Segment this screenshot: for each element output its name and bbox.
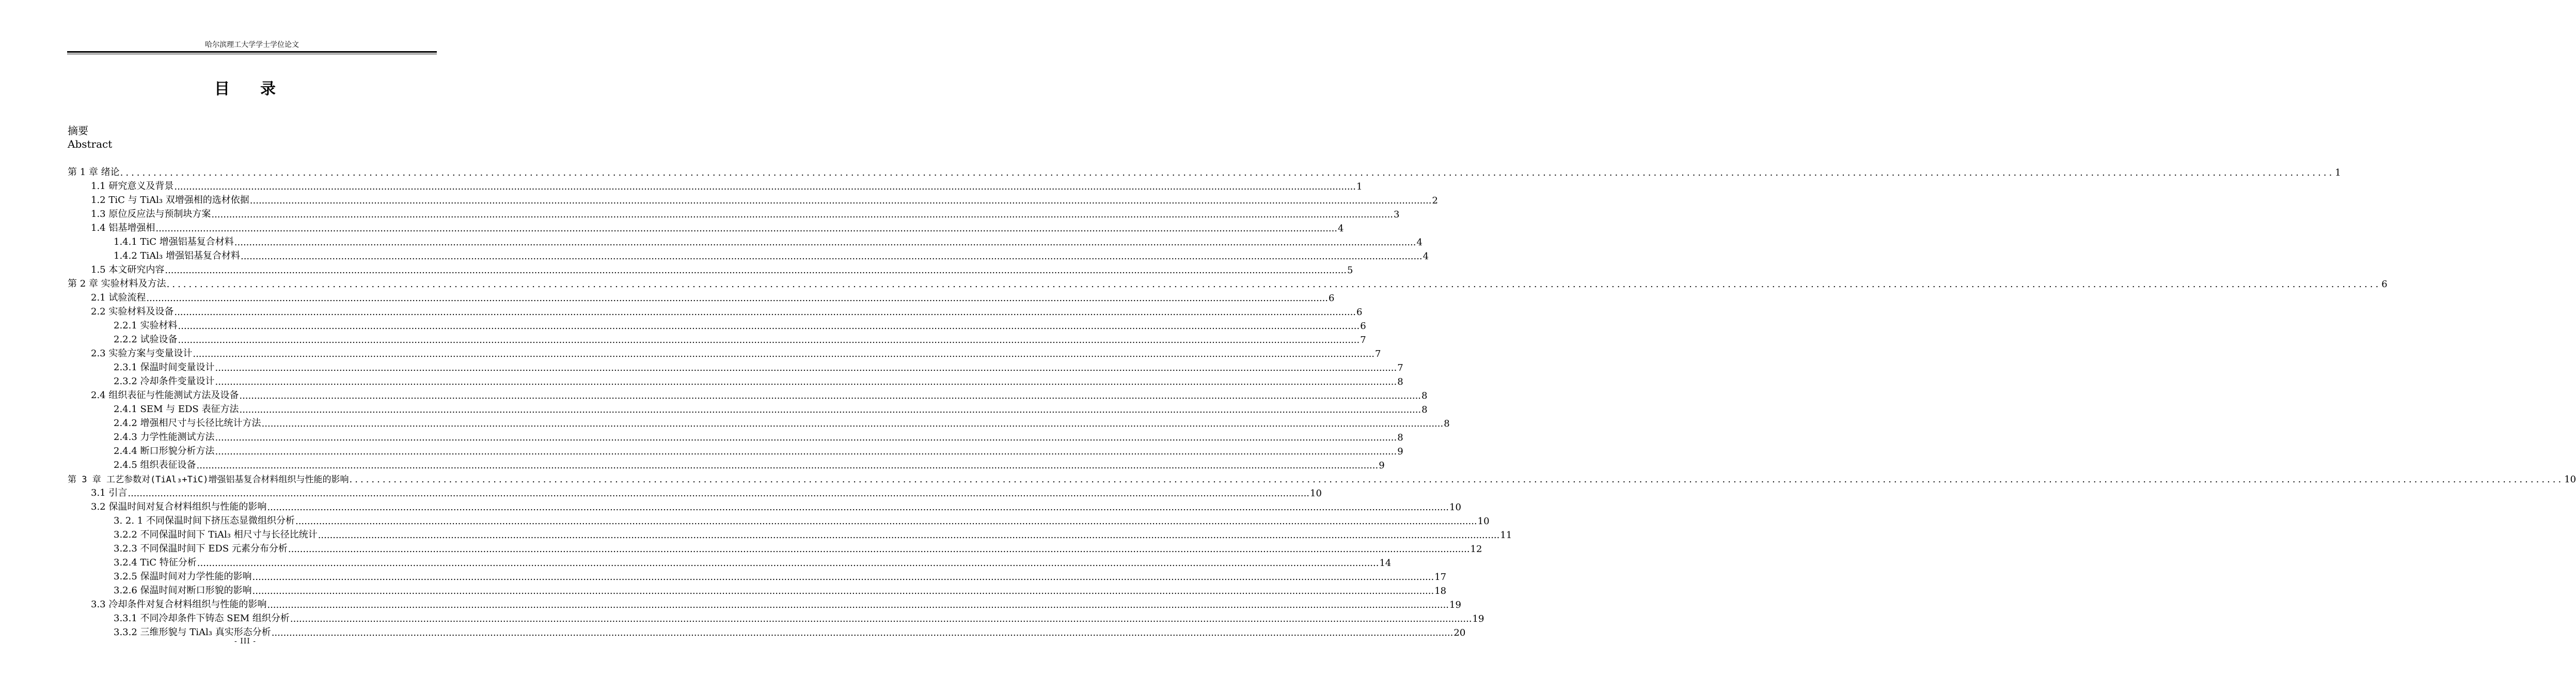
toc-leader-dots: ................................................................................................................................................................................................................................................................................................................................................................................................................ — [267, 502, 1449, 513]
toc-leader-dots: ................................................................................................................................................................................................................................................................................................................................................................................................................ — [215, 363, 1397, 373]
toc-entry-label: 2.3 实验方案与变量设计 — [91, 348, 193, 359]
toc-entry-label: 2.4.5 组织表征设备 — [114, 460, 196, 470]
toc-entry[interactable] — [68, 373, 1403, 387]
toc-entry-page: 9 — [1379, 460, 1385, 471]
toc-entry[interactable] — [68, 499, 1461, 513]
toc-entry[interactable] — [68, 555, 1392, 569]
toc-entry[interactable] — [68, 318, 1366, 332]
toc-entry[interactable] — [68, 178, 1363, 192]
toc-entry-label: 2.4 组织表征与性能测试方法及设备 — [91, 390, 239, 401]
toc-entry[interactable] — [68, 262, 1353, 276]
toc-entry[interactable] — [68, 415, 1450, 429]
toc-entry[interactable] — [68, 387, 1428, 401]
toc-entry-label: 3.1 引言 — [91, 487, 128, 498]
toc-leader-dots: ................................................................................................................................................................................................................................................................................................................................................................................................................ — [196, 460, 1379, 471]
toc-leader-dots: ................................................................................................................................................................................................................................................................................................................................................................................................................ — [197, 558, 1379, 569]
toc-entry-page: 8 — [1421, 390, 1428, 401]
toc-entry-label: 1.4.2 TiAl₃ 增强铝基复合材料 — [114, 250, 240, 261]
toc-entry[interactable] — [68, 457, 1385, 471]
toc-entry[interactable] — [68, 276, 2388, 290]
title-char-2: 录 — [260, 80, 276, 98]
toc-leader-dots: ................................................................................................................................................................................................................................................................................................................................................................................................................ — [155, 223, 1338, 234]
toc-entry-page: 18 — [1434, 586, 1447, 596]
toc-entry[interactable] — [68, 582, 1447, 596]
toc-entry-label: 2.1 试验流程 — [91, 292, 146, 303]
toc-entry-label: 3.2.5 保温时间对力学性能的影响 — [114, 571, 252, 582]
toc-entry-page: 1 — [1356, 181, 1363, 192]
toc-entry[interactable] — [68, 429, 1403, 443]
toc-entry-page: 7 — [1375, 349, 1381, 359]
toc-entry-page: 8 — [1397, 432, 1403, 443]
toc-entry[interactable] — [68, 541, 1482, 555]
toc-entry-label: 1.4 铝基增强相 — [91, 223, 155, 233]
toc-leader-dots: ................................................................................................................................................................................................................................................................................................................................................................................................................ — [120, 167, 2335, 178]
toc-entry-page: 19 — [1449, 600, 1461, 610]
toc-leader-dots: ................................................................................................................................................................................................................................................................................................................................................................................................................ — [128, 488, 1310, 499]
toc-entry-page: 20 — [1453, 627, 1466, 638]
toc-entry[interactable] — [68, 192, 1438, 206]
toc-entry-label: 1.5 本文研究内容 — [91, 264, 165, 275]
running-header: 哈尔滨理工大学学士学位论文 — [205, 41, 299, 49]
toc-leader-dots: ................................................................................................................................................................................................................................................................................................................................................................................................................ — [215, 376, 1397, 387]
toc-entry[interactable] — [68, 164, 2341, 178]
toc-entry[interactable] — [68, 332, 1366, 345]
toc-entry-label: 2.2 实验材料及设备 — [91, 306, 174, 317]
toc-entry[interactable] — [68, 610, 1484, 624]
toc-leader-dots: ................................................................................................................................................................................................................................................................................................................................................................................................................ — [211, 209, 1394, 220]
toc-leader-dots: ................................................................................................................................................................................................................................................................................................................................................................................................................ — [239, 404, 1421, 415]
toc-entry-label: 3.2.6 保温时间对断口形貌的影响 — [114, 585, 252, 596]
toc-entry-page: 6 — [1356, 307, 1363, 318]
toc-entry[interactable] — [68, 596, 1461, 610]
toc-leader-dots: ................................................................................................................................................................................................................................................................................................................................................................................................................ — [178, 321, 1360, 332]
toc-entry-label: 2.4.2 增强相尺寸与长径比统计方法 — [114, 418, 261, 429]
toc-leader-dots: ................................................................................................................................................................................................................................................................................................................................................................................................................ — [349, 474, 2564, 485]
toc-entry-label: 2.4.1 SEM 与 EDS 表征方法 — [114, 404, 239, 415]
toc-entry[interactable] — [68, 304, 1363, 318]
toc-entry[interactable] — [68, 471, 2576, 485]
toc-entry-page: 8 — [1397, 376, 1403, 387]
toc-entry-page: 10 — [2564, 474, 2576, 485]
toc-leader-dots: ................................................................................................................................................................................................................................................................................................................................................................................................................ — [165, 265, 1347, 276]
toc-entry[interactable] — [68, 220, 1344, 234]
toc-entry-label: 第 1 章 绪论 — [68, 167, 120, 178]
toc-leader-dots: ................................................................................................................................................................................................................................................................................................................................................................................................................ — [249, 195, 1432, 206]
toc-entry-page: 7 — [1360, 335, 1366, 345]
toc-entry-label: 1.1 研究意义及背景 — [91, 181, 174, 192]
toc-entry-label: 1.2 TiC 与 TiAl₃ 双增强相的选材依据 — [91, 195, 249, 206]
toc-leader-dots: ................................................................................................................................................................................................................................................................................................................................................................................................................ — [261, 418, 1444, 429]
toc-leader-dots: ................................................................................................................................................................................................................................................................................................................................................................................................................ — [252, 572, 1434, 582]
toc-entry-page: 9 — [1397, 446, 1403, 457]
toc-entry[interactable] — [68, 248, 1429, 262]
toc-entry-page: 8 — [1421, 404, 1428, 415]
toc-leader-dots: ................................................................................................................................................................................................................................................................................................................................................................................................................ — [193, 349, 1375, 359]
toc-leader-dots: ................................................................................................................................................................................................................................................................................................................................................................................................................ — [267, 600, 1449, 610]
page-number-footer: - III - — [234, 637, 256, 645]
toc-leader-dots: ................................................................................................................................................................................................................................................................................................................................................................................................................ — [240, 251, 1423, 262]
page-title — [0, 79, 491, 100]
toc-entry[interactable] — [68, 359, 1403, 373]
toc-entry[interactable] — [68, 234, 1423, 248]
toc-abstract-en[interactable]: Abstract — [68, 138, 113, 150]
toc-entry-page: 2 — [1432, 195, 1438, 206]
toc-entry-page: 4 — [1416, 237, 1423, 248]
toc-entry-page: 6 — [1329, 293, 1335, 304]
toc-entry[interactable] — [68, 485, 1322, 499]
toc-leader-dots: ................................................................................................................................................................................................................................................................................................................................................................................................................ — [234, 237, 1416, 248]
toc-entry-page: 19 — [1472, 613, 1484, 624]
toc-leader-dots: ................................................................................................................................................................................................................................................................................................................................................................................................................ — [215, 432, 1397, 443]
toc-entry-page: 3 — [1394, 209, 1400, 220]
toc-entry-page: 12 — [1470, 544, 1482, 555]
toc-entry[interactable] — [68, 569, 1447, 582]
toc-entry[interactable] — [68, 345, 1381, 359]
toc-entry-page: 4 — [1423, 251, 1429, 262]
toc-leader-dots: ................................................................................................................................................................................................................................................................................................................................................................................................................ — [252, 586, 1434, 596]
title-char-1: 目 — [214, 80, 230, 98]
toc-entry-page: 4 — [1338, 223, 1344, 234]
toc-entry-label: 2.4.4 断口形貌分析方法 — [114, 446, 215, 456]
toc-entry-label: 2.3.2 冷却条件变量设计 — [114, 376, 215, 387]
toc-entry-page: 10 — [1310, 488, 1322, 499]
toc-entry-page: 14 — [1379, 558, 1392, 569]
toc-entry-label: 3.2 保温时间对复合材料组织与性能的影响 — [91, 501, 267, 512]
toc-entry[interactable] — [68, 290, 1335, 304]
toc-leader-dots: ................................................................................................................................................................................................................................................................................................................................................................................................................ — [174, 307, 1356, 318]
toc-entry[interactable] — [68, 401, 1428, 415]
toc-leader-dots: ................................................................................................................................................................................................................................................................................................................................................................................................................ — [271, 627, 1453, 638]
toc-leader-dots: ................................................................................................................................................................................................................................................................................................................................................................................................................ — [295, 516, 1477, 527]
toc-entry[interactable] — [68, 527, 1512, 541]
toc-entry-label: 3.2.3 不同保温时间下 EDS 元素分布分析 — [114, 543, 288, 554]
toc-leader-dots: ................................................................................................................................................................................................................................................................................................................................................................................................................ — [288, 544, 1470, 555]
toc-entry-label: 3.2.4 TiC 特征分析 — [114, 557, 197, 568]
toc-entry-label: 2.3.1 保温时间变量设计 — [114, 362, 215, 373]
toc-leader-dots: ................................................................................................................................................................................................................................................................................................................................................................................................................ — [215, 446, 1397, 457]
toc-abstract-cn[interactable]: 摘要 — [68, 124, 88, 137]
toc-entry-page: 1 — [2335, 167, 2341, 178]
toc-leader-dots: ................................................................................................................................................................................................................................................................................................................................................................................................................ — [318, 530, 1500, 541]
toc-leader-dots: ................................................................................................................................................................................................................................................................................................................................................................................................................ — [166, 279, 2381, 290]
toc-entry-label: 3.3.1 不同冷却条件下铸态 SEM 组织分析 — [114, 613, 290, 624]
toc-entry-page: 5 — [1347, 265, 1353, 276]
toc-entry-page: 10 — [1449, 502, 1461, 513]
toc-entry-label: 1.4.1 TiC 增强铝基复合材料 — [114, 237, 234, 247]
toc-leader-dots: ................................................................................................................................................................................................................................................................................................................................................................................................................ — [146, 293, 1329, 304]
toc-leader-dots: ................................................................................................................................................................................................................................................................................................................................................................................................................ — [178, 335, 1360, 345]
toc-leader-dots: ................................................................................................................................................................................................................................................................................................................................................................................................................ — [239, 390, 1421, 401]
toc-leader-dots: ................................................................................................................................................................................................................................................................................................................................................................................................................ — [174, 181, 1356, 192]
toc-entry-label: 2.4.3 力学性能测试方法 — [114, 432, 215, 443]
toc-entry-page: 6 — [1360, 321, 1366, 332]
toc-entry-label: 1.3 原位反应法与预制块方案 — [91, 209, 211, 219]
toc-entry-page: 17 — [1434, 572, 1447, 582]
toc-entry-page: 10 — [1477, 516, 1490, 527]
toc-entry-label: 第 3 章 工艺参数对(TiAl₃+TiC)增强铝基复合材料组织与性能的影响 — [68, 475, 349, 485]
header-rule-thick — [67, 51, 437, 53]
toc-leader-dots: ................................................................................................................................................................................................................................................................................................................................................................................................................ — [290, 613, 1472, 624]
toc-entry-page: 7 — [1397, 363, 1403, 373]
toc-entry[interactable] — [68, 624, 1466, 638]
toc-entry-page: 11 — [1500, 530, 1512, 541]
table-of-contents — [68, 164, 2576, 638]
toc-entry-label: 3. 2. 1 不同保温时间下挤压态显微组织分析 — [114, 515, 295, 526]
toc-entry-label: 3.3.2 三维形貌与 TiAl₃ 真实形态分析 — [114, 627, 271, 638]
toc-entry[interactable] — [68, 206, 1400, 220]
toc-entry-label: 3.3 冷却条件对复合材料组织与性能的影响 — [91, 599, 267, 610]
toc-entry[interactable] — [68, 513, 1490, 527]
toc-entry-page: 6 — [2381, 279, 2388, 290]
toc-entry-label: 3.2.2 不同保温时间下 TiAl₃ 相尺寸与长径比统计 — [114, 529, 318, 540]
toc-entry-label: 2.2.1 实验材料 — [114, 320, 178, 331]
toc-entry-page: 8 — [1444, 418, 1450, 429]
toc-entry[interactable] — [68, 443, 1403, 457]
toc-entry-label: 2.2.2 试验设备 — [114, 334, 178, 345]
toc-entry-label: 第 2 章 实验材料及方法 — [68, 278, 166, 289]
